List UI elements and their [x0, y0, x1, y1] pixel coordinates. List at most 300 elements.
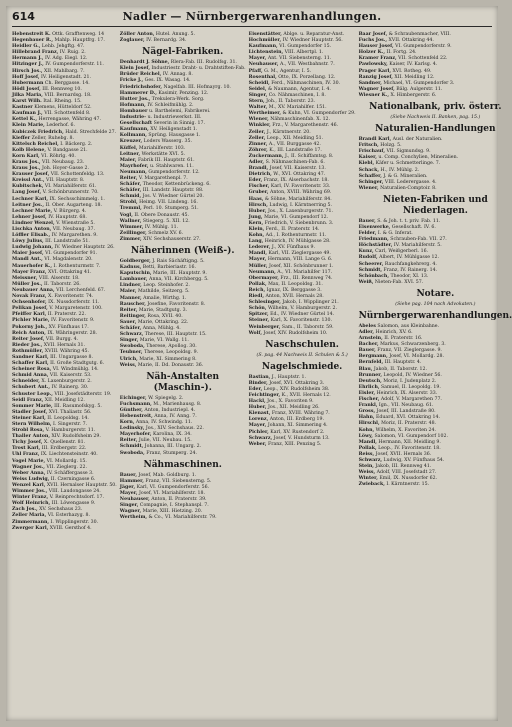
entry-name: Zinner, — [248, 141, 268, 147]
entry-details: III. Rennweg 10. — [40, 86, 82, 92]
entry-name: Swoboda, — [119, 450, 145, 456]
entry-name: Karst Wilh. — [12, 99, 42, 105]
entry-name: Weiss, — [358, 470, 376, 476]
entry-details: Adolf, VIII. Josefstadt 27. — [375, 470, 437, 476]
entry-name: Frankl, — [358, 403, 378, 409]
section-heading: Nähmaschinen. — [143, 459, 222, 470]
entry-details: M., XV. Mariahilfer. 151. — [267, 105, 327, 111]
entry-name: Hirsch, — [248, 202, 268, 208]
entry-details: J., Hauptstr. 1. — [270, 374, 307, 380]
entry-details: u. Stahlwaren. 11. — [148, 163, 194, 169]
entry-name: Mandl Ant., — [12, 257, 43, 263]
entry-name: Schäfer, — [119, 326, 142, 332]
entry-name: Hermann J., — [12, 56, 44, 62]
entry-name: Schmidt, — [119, 444, 144, 450]
entry-details: I. Wipplingerstr. 30. — [49, 519, 99, 525]
entry-details: XVII. Ottakring 44. — [387, 38, 434, 44]
entry-details: Jakob, II. Taborstr. 12. — [372, 366, 427, 372]
page-number: 614 — [12, 10, 35, 23]
entry-details: VII. Schottenfeld 22. — [396, 56, 448, 62]
entry-name: Kohn, — [248, 233, 265, 239]
entry-details: XVI. Thaliastr. 56. — [47, 409, 92, 415]
entry-details: Karl, X. Favoritenstr. 130. — [269, 318, 332, 324]
entry-name: Pawlowsky, — [358, 62, 388, 68]
directory-page — [6, 6, 512, 721]
entry-details: IV. Gumpendorferstr. 11. — [43, 62, 104, 68]
entry-name: Schwarz, — [119, 332, 144, 338]
entry-name: Lederer, — [248, 245, 271, 251]
running-title: Nadler — Nürnbergerwarenhandlungen. — [122, 10, 382, 23]
section-heading: Nationalbank, priv. österr. — [369, 102, 502, 113]
entry-name: Winter, — [358, 476, 378, 482]
entry-name: Steiner, — [248, 318, 270, 324]
entry-details: Amalie, Wirthg. 1. — [141, 295, 187, 301]
entry-name: Mayer Franz, — [12, 269, 47, 275]
entry-name: Brüder Reichel, — [119, 72, 162, 78]
entry-name: Lorenz, — [248, 417, 269, 423]
entry-name: Schwarz, — [248, 435, 273, 441]
entry-name: Hutter Jos., — [119, 96, 151, 102]
entry-details: Josef, XVI. Ottakring 3. — [267, 380, 325, 386]
entry-name: Rudolf, — [358, 255, 378, 261]
entry-name: Singer, — [248, 92, 268, 98]
entry-details: Ch. Berggasse. 14. — [43, 80, 90, 86]
entry-details: Marie, XIII. Hietzing. 20. — [141, 509, 203, 515]
entry-name: Bauer, — [119, 472, 137, 478]
entry-details: A., VI. Mariahilfer 117. — [275, 269, 333, 275]
entry-details: Karl, XV. Rustendorf 2. — [268, 429, 325, 435]
entry-name: Wolf, — [248, 330, 262, 336]
entry-details: S. Nähmaschinen-Fab. 6. — [264, 159, 325, 165]
entry-name: Lischka Anton, — [12, 227, 52, 232]
entry-name: Krauser Josef, — [12, 172, 50, 178]
entry-details: IV. Annag. 8. — [161, 72, 193, 78]
entry-details: Stiegerg. 5. XII. 12. — [141, 218, 190, 224]
entry-name: Kollmann, — [119, 133, 147, 139]
entry-name: Kienast, — [248, 411, 271, 417]
entry-name: Kaiser, — [358, 155, 377, 161]
entry-name: Klein Josef, — [119, 66, 150, 72]
entry-details: IX. Liechtensteinstr. 40. — [39, 452, 98, 458]
entry-name: Fritsch, — [358, 143, 379, 149]
entry-details: XV. Fünfhaus 17. — [47, 324, 89, 330]
entry-details: X. Himbergerstr. 6. — [389, 92, 437, 98]
entry-details: Ges. IX. Wasag. 14. — [143, 78, 191, 84]
entry-name: Arnstein, — [358, 336, 383, 342]
entry-name: Kieffer — [12, 135, 31, 141]
entry-details: K., XVII. Hernals 12. — [280, 392, 331, 398]
entry-name: Löwy Julius, — [12, 239, 44, 245]
entry-name: Schaffer, — [358, 173, 382, 179]
entry-name: Reiter, — [119, 307, 138, 313]
directory-entry — [120, 38, 246, 44]
entry-details: VIII. Lederergasse. 4. — [383, 179, 437, 185]
entry-details: V. Bürgerg. 4. — [52, 208, 87, 214]
entry-details: VII. Burgg. 4. — [44, 336, 79, 342]
entry-details: Mathilde, Seitzerg. 5. — [136, 289, 190, 295]
entry-name: Reiter, — [119, 175, 138, 181]
entry-details: Ludwig, XV. Fünfhaus 54. — [382, 457, 445, 463]
entry-details: Leop., IV. Favoritenstr. 18. — [376, 445, 441, 451]
entry-details: Bälg. Aulgerstr. 11. — [394, 86, 443, 92]
entry-details: VII. Hauptstr. 8. — [44, 178, 85, 184]
entry-name: Huber, — [248, 405, 267, 411]
entry-details: Marie, Ottakring. 22. — [136, 319, 189, 325]
entry-name: Günther, — [119, 407, 143, 413]
section-note: (Siehe pag. 104 nach Advokaten.) — [395, 301, 476, 307]
entry-details: Wilhelm, X. Favoriten 24. — [374, 427, 436, 433]
entry-details: Werkstätte XVI. 5. — [140, 151, 186, 157]
entry-name: Kastner — [12, 105, 33, 111]
entry-name: Küffel, — [119, 145, 138, 151]
entry-details: Marie, VI. Gumpendorf 12. — [262, 214, 329, 220]
entry-details: III. Rasumofskyg. 5. — [52, 403, 102, 409]
entry-details: A., VII. Burggasse 42. — [267, 141, 321, 147]
entry-details: Karl, VI. Gumpendorferstr. 56. — [135, 484, 210, 490]
entry-name: Fischer, — [248, 184, 270, 190]
entry-details: Carl, Weißgerberl. 16. — [373, 249, 429, 255]
entry-details: Johanna, III. Ungarg. 2. — [143, 444, 202, 450]
entry-name: Strobl, — [119, 200, 138, 206]
entry-details: Hermann, XII. Meidling 9. — [376, 439, 441, 445]
entry-details: Max, II. Leopoldsg. 31. — [266, 281, 323, 287]
entry-details: J. & G. Mineralien. — [381, 173, 428, 179]
entry-name: Weinberger, — [248, 324, 281, 330]
entry-name: Singer, — [119, 338, 139, 344]
entry-name: Abeles — [358, 323, 376, 329]
entry-name: Reiter, — [119, 438, 138, 444]
entry-details: Fabrik III. Hauptstr. 61. — [136, 157, 195, 163]
entry-name: Hegenbauer R., — [12, 38, 54, 44]
entry-details: Josef, VII. Kaiserstr. 13. — [268, 166, 326, 172]
entry-name: Bergmann, — [358, 354, 388, 360]
entry-details: Betti, Barbieriastr. 16. — [141, 265, 196, 271]
entry-name: Rothmüller, — [12, 348, 44, 354]
entry-name: Lindner Wenzel, — [12, 220, 55, 226]
entry-details: XIV. Sechshauserstr. 27. — [141, 236, 201, 242]
entry-details: VIII. Josefstädterstr. 19. — [52, 391, 112, 397]
entry-name: Höchstädter, — [358, 243, 393, 249]
entry-details: III. Hauptstr. 4. — [383, 360, 422, 366]
entry-details: Josef, Mab. Goldburg. 1. — [136, 472, 197, 478]
entry-details: XII. Mahlbarg. 7. — [42, 68, 85, 74]
entry-details: IV. Hauptstr. 68. — [46, 214, 87, 220]
entry-details: Gumpendorferstr. 12. — [146, 169, 200, 175]
entry-name: Brandl Karl, — [358, 137, 392, 143]
entry-details: W. Spiegelg. 2. — [146, 395, 184, 401]
entry-details: Johann, XI. Simmering 4. — [266, 423, 328, 429]
entry-details: V. Margarethenpl. 7. — [137, 175, 188, 181]
entry-details: Salomon, aus Kleinbahne. — [375, 323, 440, 329]
entry-name: Pfaff, — [248, 68, 263, 74]
entry-name: Swoboda, — [119, 344, 145, 350]
entry-details: V. Margaretenstr. 100. — [47, 306, 103, 312]
entry-name: Reich, — [248, 287, 266, 293]
entry-name: Lechner Marie, — [12, 208, 53, 214]
section-heading: Nürnbergerwarenhandlungen. — [358, 310, 512, 321]
entry-name: Zwieback, — [358, 482, 385, 488]
entry-name: Löffler Elisab., — [12, 233, 51, 239]
entry-details: Perl. 10. Stumperg. 51. — [141, 206, 199, 212]
entry-name: Pfeiffer Karl, — [12, 312, 47, 318]
entry-details: VI. Windmühlg. 14. — [51, 367, 99, 373]
entry-name: Lang, — [248, 239, 264, 245]
section-heading: Nagelschmiede. — [261, 361, 343, 372]
entry-details: II. Große Stadtgutg. 6. — [48, 361, 105, 367]
entry-details: Mariahilferstr. 103. — [137, 145, 186, 151]
entry-name: Bastian, — [248, 374, 271, 380]
entry-details: Hutel. Anung. 5. — [154, 32, 196, 37]
entry-details: Sam., II. Taborstr. 59. — [280, 324, 334, 330]
entry-details: Naturalien-Comptoir. 8. — [378, 185, 437, 191]
entry-name: Kiebl, — [358, 161, 375, 167]
entry-details: u. Barthelemi, Fabrikerei. — [147, 108, 211, 114]
entry-details: Jos., XII. Meidling 26. — [266, 405, 320, 411]
entry-details: VI. Esterhazyg. 8. — [46, 513, 91, 519]
entry-details: I. Singerstr. 7. — [51, 422, 88, 427]
entry-details: VII. Lerchenfeld. 67. — [54, 287, 106, 293]
entry-name: Industrie- — [119, 115, 147, 121]
entry-name: Neuhauser, — [119, 497, 150, 502]
entry-name: Weiss, — [119, 362, 137, 368]
entry-name: Steiner Karl, — [12, 415, 46, 421]
entry-name: Schönbach, — [358, 273, 389, 279]
entry-details: Anna, IV. Anng. 7. — [152, 413, 197, 419]
entry-name: Lindner, — [119, 283, 142, 289]
entry-details: Nagelfab. III. Hofmayrg. 10. — [162, 84, 231, 90]
entry-details: Joh. Hoyer-Gasse 2. — [40, 166, 89, 172]
entry-name: Pokorny Joh., — [12, 324, 48, 330]
entry-name: Leitner Jos., — [12, 202, 44, 208]
entry-name: Huber, — [248, 208, 267, 214]
entry-details: Schrauben-Fab. VII. 27. — [388, 237, 447, 243]
entry-details: Michael, VI. Gumpendorfer 3. — [381, 80, 455, 86]
entry-name: Mayer, — [248, 56, 267, 62]
entry-details: Franz, XIII. Penzing 5. — [266, 441, 322, 447]
directory-entry — [12, 526, 117, 532]
entry-name: Fuchs Jos., — [358, 38, 388, 44]
entry-name: Sauer, — [119, 319, 137, 325]
entry-details: Holzg. 5. — [378, 143, 402, 149]
directory-entry — [359, 93, 512, 99]
entry-details: H., IV. Mühlg. 2. — [379, 167, 420, 173]
entry-details: Friedrich, V. Siebenbrunn. 3. — [263, 220, 334, 226]
directory-entry — [359, 482, 512, 488]
entry-details: J., II. Schiffamtsg. 8. — [283, 153, 334, 159]
section-heading: Nägel-Fabriken. — [142, 47, 224, 58]
section-heading: Naturalien-Handlungen — [375, 124, 496, 135]
entry-name: Kern, — [248, 220, 264, 226]
entry-details: VII. Neubaug. 23. — [40, 159, 85, 165]
entry-name: Fischer, — [358, 397, 380, 403]
entry-name: Singer, — [119, 503, 139, 509]
entry-name: Pelikan Josef, — [12, 306, 48, 312]
entry-details: III. Löwengasse 9. — [50, 501, 96, 507]
directory-entry — [120, 451, 246, 457]
entry-details: Co. Nähmaschinen, I. 8. — [267, 92, 326, 98]
entry-name: Binder, — [248, 380, 268, 386]
entry-details: III. Landstraße 51. — [43, 239, 90, 245]
entry-name: Weiß, — [358, 279, 374, 285]
entry-details: & Kuhn, VI. Gumpendorfer 29. — [281, 111, 356, 117]
entry-name: Wertheim, — [119, 515, 148, 521]
entry-name: Ledinsky, — [119, 426, 145, 432]
entry-details: Ign., VII. Neubaug. 61. — [377, 403, 434, 409]
entry-name: Zuckermann, — [248, 153, 284, 159]
entry-details: Moriz, II. Praterstr. 48. — [379, 421, 437, 427]
entry-details: IV. Favoritenstr. 9. — [49, 318, 95, 324]
entry-name: Wertheimer, — [248, 111, 281, 117]
entry-details: Loders Wasserg. 35. — [142, 139, 192, 145]
entry-details: Rauchfangkehrerg. 4. — [383, 261, 437, 267]
entry-name: Hackl, — [248, 399, 266, 405]
entry-name: Strobl Rosa, — [12, 428, 45, 434]
directory-entry — [120, 237, 246, 243]
entry-name: Schinger, — [358, 179, 384, 185]
entry-details: II. Leopoldsg. 14. — [45, 415, 89, 421]
entry-name: Schmid Anna, — [12, 373, 49, 379]
entry-details: IV. Schäffergasse 3. — [45, 470, 94, 476]
entry-name: Lehner Josef, — [12, 214, 47, 220]
entry-details: Josefine, Favoritenstr. 8. — [145, 301, 206, 307]
entry-name: Müller, — [248, 263, 268, 269]
entry-name: Ehrlich, — [358, 384, 380, 390]
entry-details: Anton, II. Praterstr. 39. — [149, 497, 207, 502]
entry-name: Pollak, — [358, 445, 377, 451]
entry-name: Brunner, — [358, 372, 382, 378]
entry-details: J. Rais Sächäftigng. 5. — [150, 259, 205, 264]
entry-details: Leop. Steinhofer. 2. — [141, 283, 190, 289]
entry-name: Hitzinger J., — [12, 62, 44, 68]
entry-name: Blau, — [358, 366, 373, 372]
entry-name: Zoglauer, — [119, 38, 145, 44]
entry-details: Heinrich, XV. 6. — [374, 330, 413, 335]
entry-name: Wagner Jos., — [12, 464, 45, 470]
entry-name: Rieder Jos., — [12, 342, 43, 348]
entry-name: Zwerger Karl, — [12, 525, 49, 531]
entry-details: VI. Mollardg. 15. — [45, 458, 87, 464]
entry-name: Sandner, — [358, 80, 382, 86]
entry-name: Mayrhofer, — [119, 163, 149, 169]
entry-details: Josef, XII. Schönbrunner 1. — [267, 263, 334, 269]
entry-details: Albert, IV. Mühlgasse 12. — [377, 255, 439, 261]
entry-details: VIII. Laudongasse 24. — [47, 489, 101, 495]
entry-details: VI. Gumpendorfer 91. — [43, 251, 98, 257]
entry-name: Reiter Josef, — [12, 336, 45, 342]
entry-details: Karl, IV. Favoritenstr. 33. — [269, 184, 331, 190]
section-heading: Naschschulen. — [265, 339, 339, 350]
entry-name: Reich Anton, — [12, 330, 46, 336]
entry-name: Kadnus, — [119, 265, 142, 271]
directory-entry — [249, 442, 356, 448]
entry-name: Eisenwerke, — [358, 224, 391, 230]
entry-details: Ignaz, IX. Berggasse 3. — [265, 287, 322, 293]
entry-details: Anton, Industriepl. 4. — [142, 407, 196, 413]
entry-details: XVIII. Währing 45. — [43, 348, 89, 354]
entry-name: Müller Jos., — [12, 281, 43, 287]
entry-details: VII. Schottenfeldg. 13. — [49, 172, 105, 178]
entry-name: Tremml, — [119, 206, 142, 212]
entry-details: IV. Wiedner Hauptstr. 26. — [52, 245, 115, 251]
entry-details: VI. Magdalenstr. 20. — [42, 257, 93, 263]
entry-name: Hochmüller, — [248, 38, 282, 44]
entry-name: Fuchsmann, — [119, 401, 152, 407]
entry-details: S. & Joh. t. t. priv. Fab. 11. — [375, 218, 441, 224]
entry-name: Riedl, — [248, 294, 264, 300]
entry-details: V. Reinprechtsdorf. 17. — [48, 495, 104, 501]
entry-name: Hammerer D., — [119, 90, 157, 96]
entry-name: Manner, — [119, 295, 142, 301]
entry-details: XV. Heiligenstadt 1. — [148, 127, 198, 133]
entry-details: Anna, IV. Schwindg. 11. — [134, 420, 193, 426]
entry-name: Eder, — [248, 178, 263, 184]
entry-details: Josef, XIV. Rudolfsheim 10. — [261, 330, 328, 336]
entry-details: II. Praterstr. 22. — [46, 312, 86, 318]
entry-details: Ludwig, I. Kärntnerring 5. — [267, 202, 332, 208]
entry-details: A., VII. Westbahnstr. 7. — [278, 62, 335, 68]
entry-name: Eisenstätter, — [248, 32, 282, 37]
entry-name: Jung, — [248, 214, 263, 220]
entry-details: XVII. Hernals 31. — [42, 342, 85, 348]
entry-name: Feichtinger, — [248, 392, 281, 398]
entry-name: Mayer, — [248, 257, 267, 263]
section-note: (Siehe Nachweis II. Banken, pag. 15.) — [390, 115, 481, 121]
entry-name: Deutsch, — [358, 378, 382, 384]
section-note: (S. pag. 44 Nachweis II. Schulen & 5.) — [256, 352, 348, 358]
entry-name: Maier Josef, — [12, 251, 44, 257]
entry-details: Josef, VI. Mollardg. 28. — [387, 354, 444, 360]
entry-name: Mauerhofer K., — [12, 263, 53, 269]
entry-name: Scheerer, — [358, 261, 384, 267]
entry-name: Obermayer, — [248, 275, 279, 281]
entry-name: Kubiczek Friedrich, — [12, 129, 64, 135]
entry-details: IV. Ruig. 2. — [58, 50, 86, 56]
entry-name: Löwy, — [358, 433, 373, 439]
entry-details: VIII. Bernardsg. 18. — [42, 92, 92, 98]
entry-name: Gesellschaft — [119, 121, 153, 127]
entry-details: Compagnie, I. Stephanspl. 7. — [138, 503, 209, 509]
entry-name: Mayer, — [119, 490, 138, 496]
entry-name: Kreissl Ant., — [12, 178, 45, 184]
entry-name: Lang Josef, — [12, 190, 42, 196]
entry-details: Franz, VII. Siebensterng. 5. — [143, 478, 212, 484]
entry-name: Weber Anna, — [12, 470, 46, 476]
entry-details: V. Hamburgerstr. 11. — [44, 428, 96, 434]
entry-name: Zimmermann, — [12, 519, 50, 525]
entry-name: Pichler, — [248, 429, 269, 435]
entry-name: Bauer, — [358, 218, 376, 224]
entry-name: Zeiler, — [248, 129, 266, 135]
entry-name: Wagner Josef, — [358, 86, 395, 92]
entry-details: IV. Bernardg. 34. — [144, 38, 187, 44]
entry-details: M., Marienhausg. 8. — [151, 401, 202, 407]
entry-name: Korn Karl, — [12, 153, 40, 159]
entry-details: Klemens, Hütteldorf 52. — [32, 105, 92, 111]
entry-name: Korn, — [119, 420, 135, 426]
entry-name: Kettel K., — [12, 117, 38, 123]
entry-details: Markus, Schwarzenberg. 3. — [378, 342, 446, 348]
entry-details: Josef, VI. Mariahilferstr. 18. — [137, 490, 205, 496]
entry-details: Kaiser, IV. Karlsg. 4. — [387, 62, 438, 68]
entry-name: Maier, — [119, 289, 137, 295]
entry-name: Reitinger, — [119, 313, 146, 319]
entry-details: Marie, VI. Wallg. 11. — [138, 338, 189, 344]
entry-name: Schuster Leop., — [12, 391, 53, 397]
entry-name: Friedrichshofer, — [119, 84, 162, 90]
entry-details: Therese, Apollog. 30. — [144, 344, 197, 350]
entry-details: Leop., XIV. Rudolfsheim 38. — [262, 386, 330, 392]
entry-name: Baar Josef, — [358, 32, 388, 37]
